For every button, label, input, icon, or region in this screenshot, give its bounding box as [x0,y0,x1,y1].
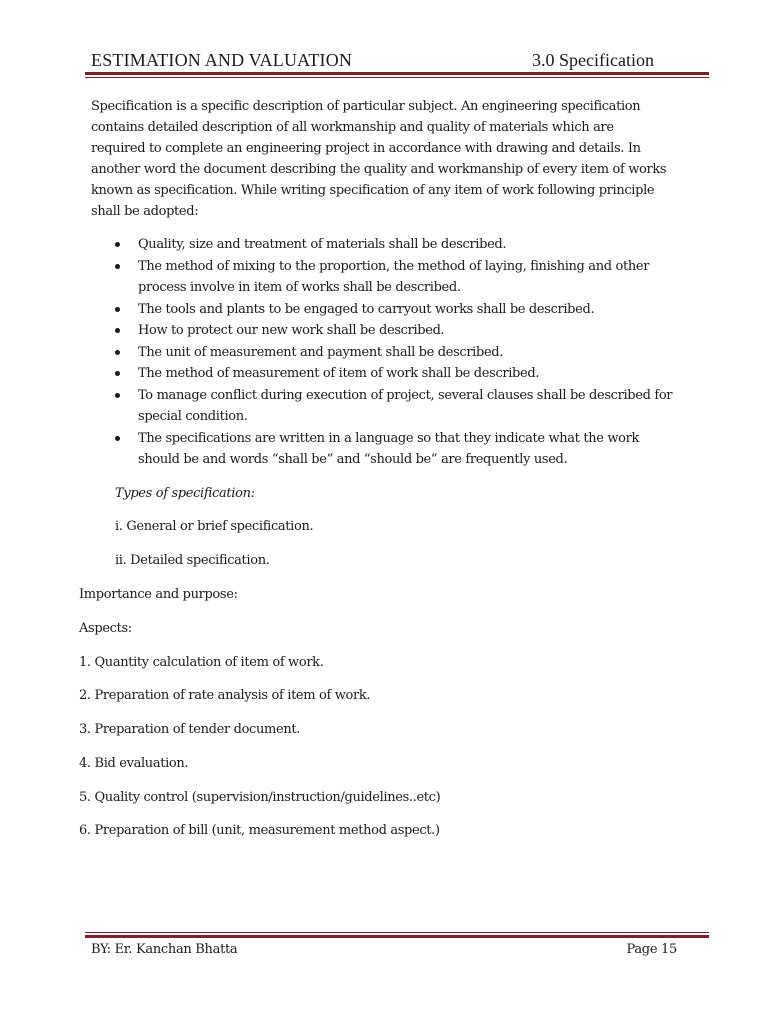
header-rule-thin [85,77,709,78]
page-number: Page 15 [626,942,677,957]
bullet-icon [115,264,120,269]
header-section: 3.0 Specification [532,50,654,70]
footer-rule-thick [85,935,709,938]
list-item [115,385,675,428]
principle-text: The tools and plants to be engaged to carryout works shall be described. [138,301,595,317]
types-heading: Types of specification: [115,486,255,501]
aspect-item: 4. Bid evaluation. [79,756,189,771]
list-item [115,256,675,299]
footer-author: BY: Er. Kanchan Bhatta [91,942,238,957]
principle-text: To manage conflict during execution of project, several clauses shall be described for special condition. [138,387,673,424]
list-item [115,342,675,364]
list-item [115,428,675,471]
importance-heading: Importance and purpose: [79,587,238,602]
principle-text: The specifications are written in a language so that they indicate what the work should be and words “shall be” and “should be” are frequently used. [138,430,640,467]
aspect-item: 6. Preparation of bill (unit, measurement method aspect.) [79,823,440,838]
principles-list [115,234,675,471]
bullet-icon [115,242,120,247]
type-item: i. General or brief specification. [115,519,314,534]
principle-text: The method of measurement of item of work shall be described. [138,366,540,381]
aspect-item: 2. Preparation of rate analysis of item of work. [79,688,371,703]
list-item [115,299,675,321]
principle-text: Quality, size and treatment of materials shall be described. [138,237,507,252]
list-item [115,320,675,342]
bullet-icon [115,328,120,333]
bullet-icon [115,393,120,398]
principle-text: The unit of measurement and payment shall be described. [138,344,504,360]
type-item: ii. Detailed specification. [115,553,270,568]
bullet-icon [115,371,120,376]
aspects-heading: Aspects: [79,621,132,636]
bullet-icon [115,436,120,441]
list-item [115,363,675,385]
bullet-icon [115,350,120,355]
aspect-item: 5. Quality control (supervision/instruction/guidelines..etc) [79,790,441,805]
header-title: ESTIMATION AND VALUATION [91,50,353,70]
header-rule-thick [85,72,709,75]
principle-text: How to protect our new work shall be described. [138,323,445,338]
aspect-item: 1. Quantity calculation of item of work. [79,655,324,670]
aspect-item: 3. Preparation of tender document. [79,722,301,737]
list-item [115,234,675,256]
principle-text: The method of mixing to the proportion, the method of laying, finishing and other process involve in item of works shall be described. [138,258,650,295]
bullet-icon [115,307,120,312]
footer-rule-thin [85,932,709,933]
intro-paragraph: Specification is a specific description of particular subject. An engineering specification contains detailed description of all workmanship and quality of materials which are required to complete an engineering project in accordance with drawing and details. In another word the document describing the quality and workmanship of every item of works known as specification. While writing specification of any item of work following principle shall be adopted: [91,99,667,219]
